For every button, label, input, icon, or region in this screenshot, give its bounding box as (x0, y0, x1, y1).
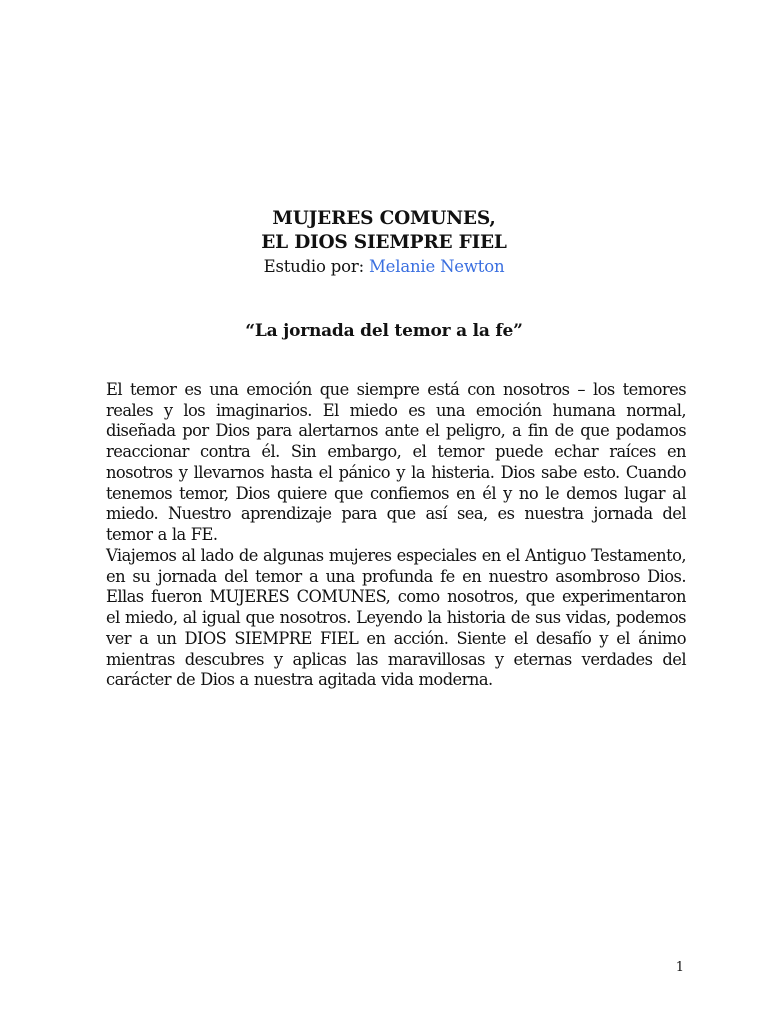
byline (0, 255, 768, 279)
title-line-2: EL DIOS SIEMPRE FIEL (261, 232, 507, 253)
paragraph-1: El temor es una emoción que siempre está con nosotros – los temores reales y los imaginarios. El miedo es una emoción humana normal, diseñada por Dios para alertarnos ante el peligro, a fin de que podamos reaccionar contra él. Sin embargo, el temor puede echar raíces en nosotros y llevarnos hasta el pánico y la histeria. Dios sabe esto. Cuando tenemos temor, Dios quiere que confiemos en él y no le demos lugar al miedo. Nuestro aprendizaje para que así sea, es nuestra jornada del temor a la FE. (106, 380, 686, 544)
byline-prefix: Estudio por: (263, 257, 364, 276)
page-number: 1 (675, 960, 684, 975)
author-link[interactable]: Melanie Newton (368, 257, 505, 276)
title-line-1: MUJERES COMUNES, (272, 208, 496, 229)
paragraph-2: Viajemos al lado de algunas mujeres especiales en el Antiguo Testamento, en su jornada del temor a una profunda fe en nuestro asombroso Dios. Ellas fueron MUJERES COMUNES, como nosotros, que experimentaron el miedo, al igual que nosotros. Leyendo la historia de sus vidas, podemos ver a un DIOS SIEMPRE FIEL en acción. Siente el desafío y el ánimo mientras descubres y aplicas las maravillosas y eternas verdades del carácter de Dios a nuestra agitada vida moderna. (106, 546, 686, 690)
title-block (0, 207, 768, 279)
subtitle: “La jornada del temor a la fe” (245, 321, 523, 341)
